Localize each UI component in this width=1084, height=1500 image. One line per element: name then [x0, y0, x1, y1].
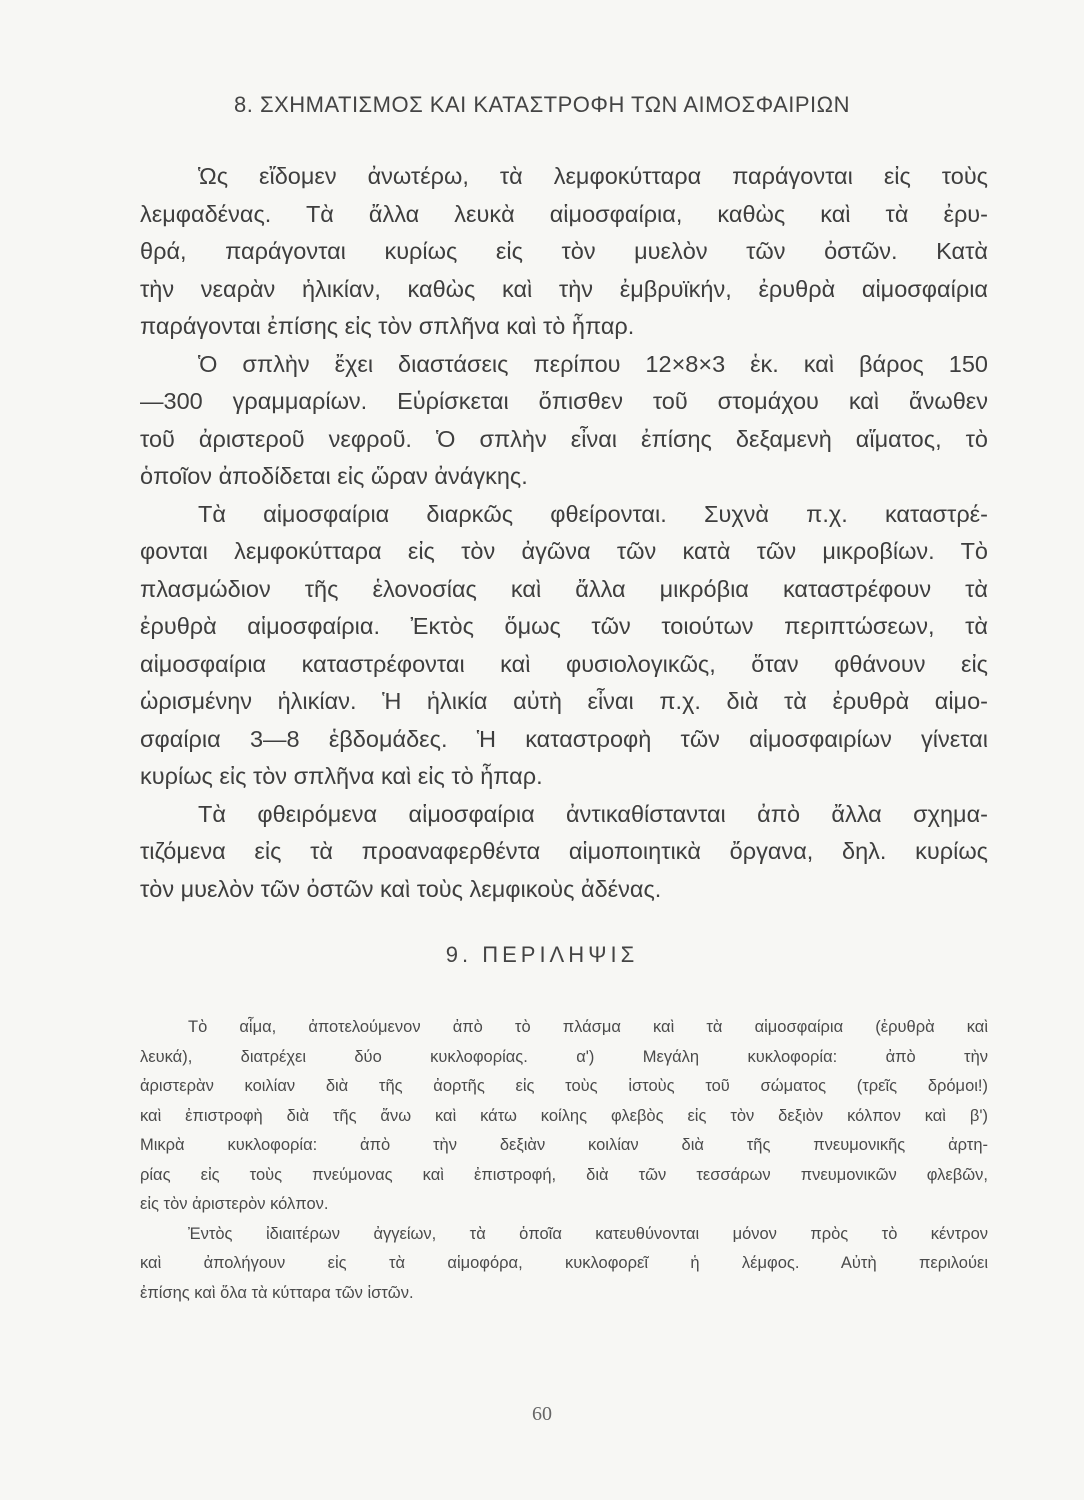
text-line: τιζόμενα εἰς τὰ προαναφερθέντα αἱμοποιητικὰ ὄργανα, δηλ. κυρίως — [140, 838, 988, 864]
text-line: λεμφαδένας. Τὰ ἄλλα λευκὰ αἱμοσφαίρια, καθὼς καὶ τὰ ἐρυ- — [140, 200, 988, 227]
text-line: —300 γραμμαρίων. Εὑρίσκεται ὄπισθεν τοῦ στομάχου καὶ ἄνωθεν — [140, 388, 988, 414]
text-line: Ὡς εἴδομεν ἀνωτέρω, τὰ λεμφοκύτταρα παράγονται εἰς τοὺς — [198, 163, 988, 189]
text-line: φονται λεμφοκύτταρα εἰς τὸν ἀγῶνα τῶν κατὰ τῶν μικροβίων. Τὸ — [140, 538, 988, 564]
text-line: πλασμώδιον τῆς ἑλονοσίας καὶ ἄλλα μικρόβια καταστρέφουν τὰ — [140, 575, 988, 602]
text-line: Τὰ φθειρόμενα αἱμοσφαίρια ἀντικαθίστανται ἀπὸ ἄλλα σχημα- — [198, 800, 988, 827]
text-line: Μικρὰ κυκλοφορία: ἀπὸ τὴν δεξιὰν κοιλίαν διὰ τῆς πνευμονικῆς ἀρτη- — [140, 1136, 988, 1154]
text-line: Ἐντὸς ἰδιαιτέρων ἀγγείων, τὰ ὁποῖα κατευθύνονται μόνον πρὸς τὸ κέντρον — [188, 1224, 988, 1243]
text-line: ὡρισμένην ἡλικίαν. Ἡ ἡλικία αὐτὴ εἶναι π.χ. διὰ τὰ ἐρυθρὰ αἱμο- — [140, 688, 988, 714]
text-line: τὸν μυελὸν τῶν ὀστῶν καὶ τοὺς λεμφικοὺς ἀδένας. — [140, 875, 662, 902]
section-9-summary — [140, 1013, 988, 1308]
text-line: ἐρυθρὰ αἱμοσφαίρια. Ἐκτὸς ὅμως τῶν τοιούτων περιπτώσεων, τὰ — [140, 613, 988, 639]
text-line: ἀριστερὰν κοιλίαν διὰ τῆς ἀορτῆς εἰς τοὺς ἱστοὺς τοῦ σώματος (τρεῖς δρόμοι!) — [140, 1077, 988, 1095]
section-8-heading: 8. ΣΧΗΜΑΤΙΣΜΟΣ ΚΑΙ ΚΑΤΑΣΤΡΟΦΗ ΤΩΝ ΑΙΜΟΣΦΑΙΡΙΩΝ — [234, 92, 850, 117]
text-line: εἰς τὸν ἀριστερὸν κόλπον. — [140, 1195, 329, 1213]
text-line: καὶ ἐπιστροφὴ διὰ τῆς ἄνω καὶ κάτω κοίλης φλεβὸς εἰς τὸν δεξιὸν κόλπον καὶ β') — [140, 1106, 988, 1125]
text-line: Ὁ σπλὴν ἔχει διαστάσεις περίπου 12×8×3 ἑκ. καὶ βάρος 150 — [198, 350, 988, 377]
text-line: θρά, παράγονται κυρίως εἰς τὸν μυελὸν τῶν ὀστῶν. Κατὰ — [140, 238, 988, 264]
text-line: κυρίως εἰς τὸν σπλῆνα καὶ εἰς τὸ ἧπαρ. — [140, 763, 543, 789]
text-line: Τὸ αἷμα, ἀποτελούμενον ἀπὸ τὸ πλάσμα καὶ τὰ αἱμοσφαίρια (ἐρυθρὰ καὶ — [188, 1018, 988, 1036]
text-line: σφαίρια 3—8 ἑβδομάδες. Ἡ καταστροφὴ τῶν αἱμοσφαιρίων γίνεται — [140, 725, 988, 752]
section-8-body — [140, 158, 988, 908]
text-line: αἱμοσφαίρια καταστρέφονται καὶ φυσιολογικῶς, ὅταν φθάνουν εἰς — [140, 650, 988, 677]
text-line: παράγονται ἐπίσης εἰς τὸν σπλῆνα καὶ τὸ ἧπαρ. — [140, 313, 635, 339]
text-line: λευκά), διατρέχει δύο κυκλοφορίας. α') Μεγάλη κυκλοφορία: ἀπὸ τὴν — [140, 1047, 988, 1066]
text-line: ἐπίσης καὶ ὅλα τὰ κύτταρα τῶν ἱστῶν. — [140, 1283, 414, 1302]
section-9-heading: 9. ΠΕΡΙΛΗΨΙΣ — [445, 942, 639, 967]
text-line: καὶ ἀπολήγουν εἰς τὰ αἱμοφόρα, κυκλοφορεῖ ἡ λέμφος. Αὐτὴ περιλούει — [140, 1254, 988, 1272]
text-line: ρίας εἰς τοὺς πνεύμονας καὶ ἐπιστροφή, διὰ τῶν τεσσάρων πνευμονικῶν φλεβῶν, — [140, 1165, 988, 1184]
text-line: Τὰ αἱμοσφαίρια διαρκῶς φθείρονται. Συχνὰ π.χ. καταστρέ- — [198, 500, 988, 527]
text-line: τὴν νεαρὰν ἡλικίαν, καθὼς καὶ τὴν ἐμβρυϊκήν, ἐρυθρὰ αἱμοσφαίρια — [140, 275, 988, 302]
text-line: τοῦ ἀριστεροῦ νεφροῦ. Ὁ σπλὴν εἶναι ἐπίσης δεξαμενὴ αἵματος, τὸ — [140, 425, 988, 452]
text-line: ὁποῖον ἀποδίδεται εἰς ὥραν ἀνάγκης. — [140, 463, 528, 489]
page-number: 60 — [532, 1403, 552, 1425]
